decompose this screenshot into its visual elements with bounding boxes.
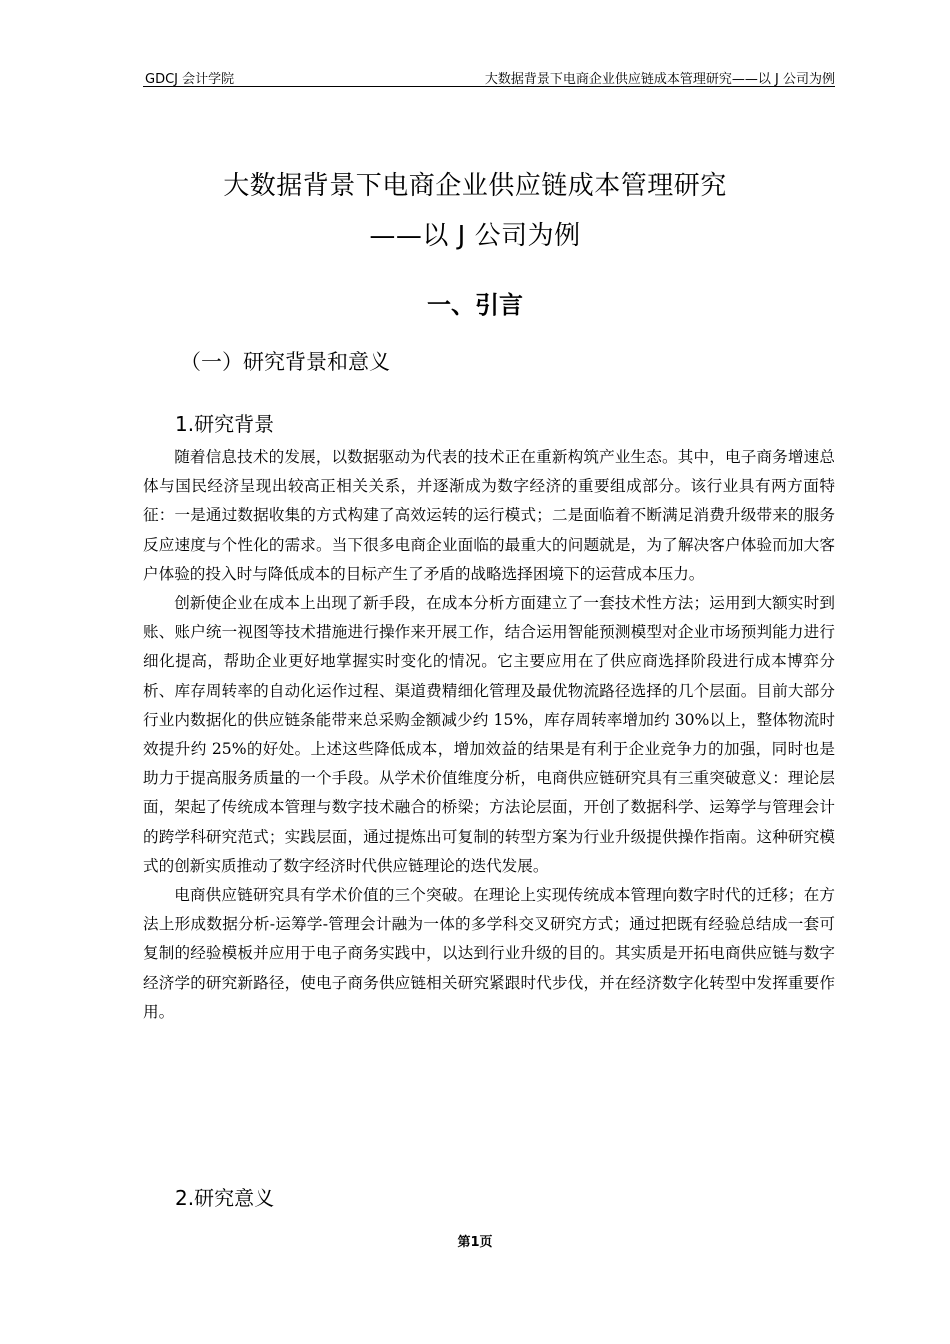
subsection-heading-background-significance: （一）研究背景和意义 xyxy=(180,350,390,374)
paper-title: 大数据背景下电商企业供应链成本管理研究 xyxy=(223,171,727,201)
item-heading-research-significance: 2.研究意义 xyxy=(175,1186,275,1210)
paragraph: 电商供应链研究具有学术价值的三个突破。在理论上实现传统成本管理向数字时代的迁移；在方法上形成数据分析-运筹学-管理会计融为一体的多学科交叉研究方式；通过把既有经验总结成一套可复制的经验模板并应用于电子商务实践中，以达到行业升级的目的。其实质是开拓电商供应链与数字经济学的研究新路径，使电子商务供应链相关研究紧跟时代步伐，并在经济数字化转型中发挥重要作用。 xyxy=(143,886,835,1021)
running-header xyxy=(143,64,835,87)
header-paper-title: 大数据背景下电商企业供应链成本管理研究——以 J 公司为例 xyxy=(484,72,835,87)
paragraph: 随着信息技术的发展，以数据驱动为代表的技术正在重新构筑产业生态。其中，电子商务增速总体与国民经济呈现出较高正相关关系，并逐渐成为数字经济的重要组成部分。该行业具有两方面特征：一是通过数据收集的方式构建了高效运转的运行模式；二是面临着不断满足消费升级带来的服务反应速度与个性化的需求。当下很多电商企业面临的最重大的问题就是，为了解决客户体验而加大客户体验的投入时与降低成本的目标产生了矛盾的战略选择困境下的运营成本压力。 xyxy=(143,448,835,583)
paper-subtitle: ——以 J 公司为例 xyxy=(369,221,581,251)
page-number: 第1页 xyxy=(457,1235,493,1250)
header-institution: GDCJ 会计学院 xyxy=(145,72,235,87)
section-heading-introduction: 一、引言 xyxy=(427,291,523,319)
item-heading-research-background: 1.研究背景 xyxy=(175,412,275,436)
body-text xyxy=(143,443,835,1027)
paragraph: 创新使企业在成本上出现了新手段，在成本分析方面建立了一套技术性方法；运用到大额实时到账、账户统一视图等技术措施进行操作来开展工作，结合运用智能预测模型对企业市场预判能力进行细化提高，帮助企业更好地掌握实时变化的情况。它主要应用在了供应商选择阶段进行成本博弈分析、库存周转率的自动化运作过程、渠道费精细化管理及最优物流路径选择的几个层面。目前大部分行业内数据化的供应链条能带来总采购金额减少约 15%，库存周转率增加约 30%以上，整体物流时效提升约 25%的好处。上述这些降低成本，增加效益的结果是有利于企业竞争力的加强，同时也是助力于提高服务质量的一个手段。从学术价值维度分析，电商供应链研究具有三重突破意义：理论层面，架起了传统成本管理与数字技术融合的桥梁；方法论层面，开创了数据科学、运筹学与管理会计的跨学科研究范式；实践层面，通过提炼出可复制的转型方案为行业升级提供操作指南。这种研究模式的创新实质推动了数字经济时代供应链理论的迭代发展。 xyxy=(143,594,835,875)
